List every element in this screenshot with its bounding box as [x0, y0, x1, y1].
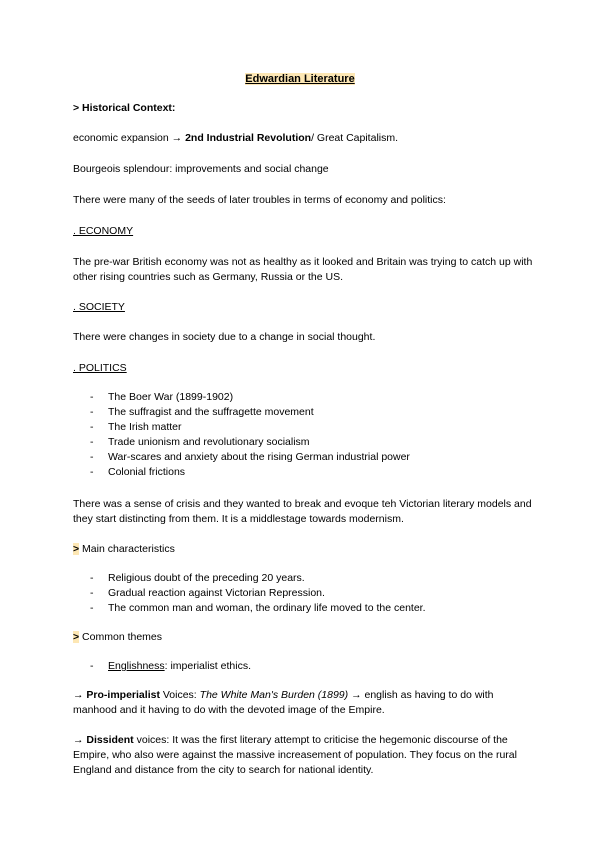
historical-context-line-1	[73, 131, 398, 146]
politics-heading: . POLITICS	[73, 362, 127, 374]
page-title	[0, 72, 600, 87]
pro-imperialist-paragraph: → Pro-imperialist Voices: The White Man's Burden (1899) → english as having to do with manhood and it having to do with the devoted image of the Empire.	[73, 689, 494, 716]
heading-marker: >	[73, 543, 80, 555]
list-item: - The suffragist and the suffragette movement	[90, 406, 314, 418]
society-text: There were changes in society due to a change in social thought.	[73, 331, 376, 343]
line1-bold: 2nd Industrial Revolution	[185, 132, 312, 144]
heading-text: Common themes	[79, 631, 163, 643]
historical-context-heading: > Historical Context:	[73, 102, 176, 114]
list-item: - War-scares and anxiety about the rising German industrial power	[90, 451, 410, 463]
heading-text: Main characteristics	[79, 543, 175, 555]
list-item: - The Boer War (1899-1902)	[90, 391, 234, 403]
common-themes-list	[90, 659, 251, 674]
dissident-paragraph: → Dissident voices: It was the first literary attempt to criticise the hegemonic discourse of the Empire, who also were against the massive increasement of population. They focus on the rural England and distance from the city to search for national identity.	[73, 734, 517, 776]
common-themes-heading	[73, 630, 162, 645]
main-characteristics-list	[90, 571, 426, 616]
list-item: - Trade unionism and revolutionary socialism	[90, 436, 310, 448]
society-heading: . SOCIETY	[73, 301, 125, 313]
line1-prefix: economic expansion →	[73, 132, 186, 144]
politics-summary: There was a sense of crisis and they wanted to break and evoque teh Victorian literary models and they start distincting from them. It is a middlestage towards modernism.	[73, 498, 532, 525]
line1-suffix: / Great Capitalism.	[311, 132, 399, 144]
historical-context-line-2: Bourgeois splendour: improvements and social change	[73, 163, 329, 175]
main-characteristics-heading	[73, 542, 175, 557]
list-item: - Gradual reaction against Victorian Repression.	[90, 587, 325, 599]
list-item: - Colonial frictions	[90, 466, 186, 478]
list-item: - The Irish matter	[90, 421, 182, 433]
title-text: Edwardian Literature	[245, 73, 355, 85]
list-item: - Religious doubt of the preceding 20 years.	[90, 572, 305, 584]
economy-text: The pre-war British economy was not as healthy as it looked and Britain was trying to catch up with other rising countries such as Germany, Russia or the US.	[73, 256, 533, 283]
economy-heading: . ECONOMY	[73, 225, 134, 237]
heading-marker: >	[73, 631, 80, 643]
politics-list	[90, 390, 410, 480]
list-item: - Englishness: imperialist ethics.	[90, 660, 251, 672]
list-item: - The common man and woman, the ordinary life moved to the center.	[90, 602, 426, 614]
historical-context-line-3: There were many of the seeds of later troubles in terms of economy and politics:	[73, 194, 446, 206]
